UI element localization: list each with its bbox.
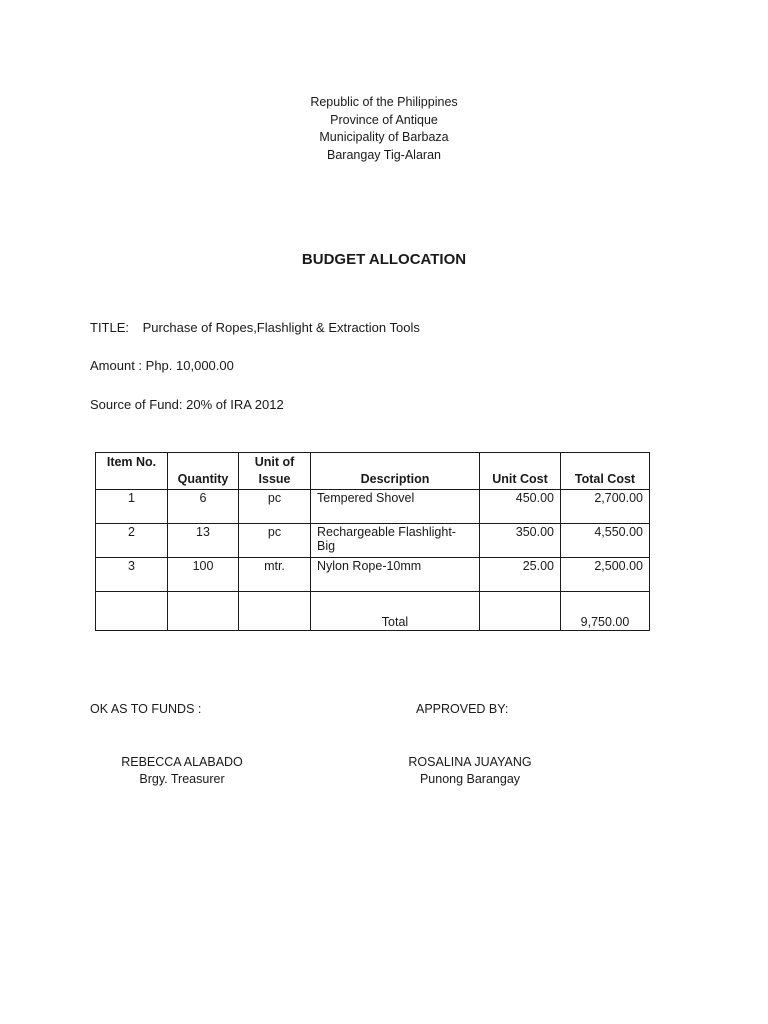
amount-value: Php. 10,000.00 xyxy=(145,358,234,373)
header-province: Province of Antique xyxy=(330,112,438,127)
cell-unit-cost: 450.00 xyxy=(480,490,561,524)
cell-description: Tempered Shovel xyxy=(311,490,480,524)
total-value: 9,750.00 xyxy=(561,592,650,631)
cell-item-no: 3 xyxy=(96,558,168,592)
total-label: Total xyxy=(311,592,480,631)
title-value: Purchase of Ropes,Flashlight & Extraction Tools xyxy=(142,320,420,335)
header-unit-line2: Issue xyxy=(258,472,291,486)
header-municipality: Municipality of Barbaza xyxy=(319,130,449,144)
cell-total-cost: 4,550.00 xyxy=(561,524,650,558)
header-unit-cost: Unit Cost xyxy=(480,453,561,490)
captain-signature-block xyxy=(406,754,534,788)
cell-item-no: 2 xyxy=(96,524,168,558)
table-header-row xyxy=(96,453,650,490)
table-row xyxy=(96,558,650,592)
cell-unit: mtr. xyxy=(239,558,311,592)
title-label: TITLE: xyxy=(90,320,130,335)
header-republic: Republic of the Philippines xyxy=(310,95,458,109)
cell-description: Rechargeable Flashlight-Big xyxy=(311,524,480,558)
cell-unit-cost: 25.00 xyxy=(480,558,561,592)
cell-total-cost: 2,500.00 xyxy=(561,558,650,592)
cell-description: Nylon Rope-10mm xyxy=(311,558,480,592)
header-item-no: Item No. xyxy=(96,453,168,490)
source-value: 20% of IRA 2012 xyxy=(186,397,284,412)
treasurer-name: REBECCA ALABADO xyxy=(121,755,243,769)
header-total-cost: Total Cost xyxy=(561,453,650,490)
empty-cell xyxy=(96,592,168,631)
cell-quantity: 100 xyxy=(168,558,239,592)
letterhead xyxy=(0,94,768,164)
treasurer-signature-block xyxy=(118,754,246,788)
header-unit-line1: Unit of xyxy=(254,455,295,469)
title-field xyxy=(90,320,420,335)
empty-cell xyxy=(239,592,311,631)
amount-field xyxy=(90,358,234,373)
empty-cell xyxy=(168,592,239,631)
table-row xyxy=(96,524,650,558)
header-unit-of-issue xyxy=(239,453,311,490)
source-label: Source of Fund: xyxy=(90,397,183,412)
cell-quantity: 6 xyxy=(168,490,239,524)
table-row xyxy=(96,490,650,524)
cell-unit: pc xyxy=(239,524,311,558)
cell-unit: pc xyxy=(239,490,311,524)
header-description: Description xyxy=(311,453,480,490)
captain-title: Punong Barangay xyxy=(419,772,521,786)
treasurer-title: Brgy. Treasurer xyxy=(139,772,225,786)
header-barangay: Barangay Tig-Alaran xyxy=(327,147,441,162)
document-title: BUDGET ALLOCATION xyxy=(301,251,467,268)
header-quantity: Quantity xyxy=(168,453,239,490)
amount-label: Amount : xyxy=(90,358,143,373)
total-row xyxy=(96,592,650,631)
cell-item-no: 1 xyxy=(96,490,168,524)
captain-name: ROSALINA JUAYANG xyxy=(408,755,532,769)
items-table xyxy=(95,452,650,631)
cell-unit-cost: 350.00 xyxy=(480,524,561,558)
approved-label: APPROVED BY: xyxy=(416,702,509,716)
source-field xyxy=(90,397,284,412)
funds-label: OK AS TO FUNDS : xyxy=(90,702,202,716)
cell-quantity: 13 xyxy=(168,524,239,558)
empty-cell xyxy=(480,592,561,631)
cell-total-cost: 2,700.00 xyxy=(561,490,650,524)
